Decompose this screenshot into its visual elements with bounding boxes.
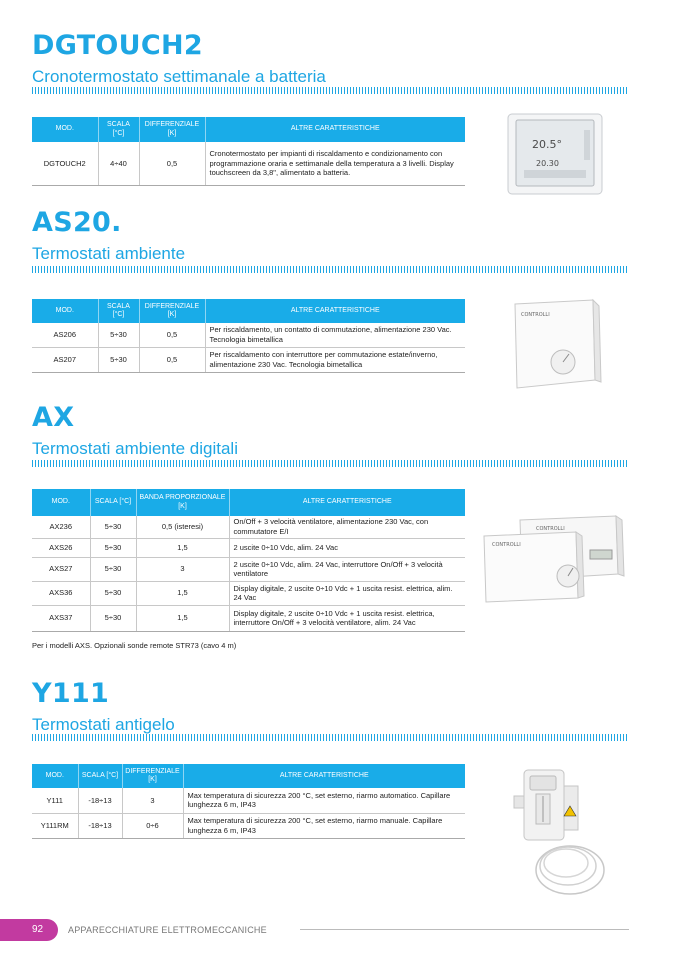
col-header-caratteristiche: ALTRE CARATTERISTICHE (229, 489, 465, 516)
cell-scala: 4÷40 (98, 142, 139, 185)
section-subtitle: Termostati ambiente (32, 244, 186, 263)
table-row (32, 538, 465, 557)
y111-product-image (508, 766, 608, 908)
display-temperature: 20.5° (532, 138, 562, 151)
cell-desc: 2 uscite 0÷10 Vdc, alim. 24 Vac (229, 538, 465, 557)
brand-logo-text-back: CONTROLLI (536, 526, 565, 532)
cell-desc: Display digitale, 2 uscite 0÷10 Vdc + 1 uscita resist. elettrica, alim. 24 Vac (229, 581, 465, 605)
page-footer (0, 915, 678, 945)
col-header-caratteristiche: ALTRE CARATTERISTICHE (205, 299, 465, 323)
cell-scala: -18÷13 (78, 788, 122, 813)
cell-diff: 3 (136, 557, 229, 581)
col-header-scala: SCALA [°C] (98, 299, 139, 323)
cell-mod: AS207 (32, 347, 98, 372)
cell-diff: 0,5 (139, 142, 205, 185)
cell-diff: 0,5 (isteresi) (136, 516, 229, 538)
cell-scala: 5÷30 (90, 605, 136, 631)
col-header-scala: SCALA [°C] (78, 764, 122, 788)
cell-scala: -18÷13 (78, 813, 122, 838)
cell-mod: AXS27 (32, 557, 90, 581)
cell-mod: Y111 (32, 788, 78, 813)
cell-scala: 5÷30 (98, 347, 139, 372)
section-title: Y111 (32, 678, 110, 709)
section-title: AS20. (32, 207, 122, 238)
table-row (32, 142, 465, 185)
cell-diff: 3 (122, 788, 183, 813)
cell-mod: DGTOUCH2 (32, 142, 98, 185)
cell-desc: Per riscaldamento con interruttore per commutazione estate/inverno, alimentazione 230 Vac. Tecnologia bimetallica (205, 347, 465, 372)
section-subtitle: Termostati ambiente digitali (32, 439, 238, 458)
table-row (32, 581, 465, 605)
table-row (32, 605, 465, 631)
cell-mod: AXS26 (32, 538, 90, 557)
col-header-differenziale: DIFFERENZIALE [K] (122, 764, 183, 788)
cell-diff: 0÷6 (122, 813, 183, 838)
cell-mod: AXS36 (32, 581, 90, 605)
section-subtitle: Termostati antigelo (32, 715, 175, 734)
section-divider (32, 266, 629, 273)
col-header-mod: MOD. (32, 764, 78, 788)
cell-diff: 1,5 (136, 581, 229, 605)
cell-scala: 5÷30 (90, 516, 136, 538)
table-row (32, 323, 465, 347)
col-header-differenziale: DIFFERENZIALE [K] (139, 117, 205, 142)
spec-table-ax (32, 489, 465, 632)
col-header-scala: SCALA [°C] (98, 117, 139, 142)
section-divider (32, 460, 629, 467)
col-header-mod: MOD. (32, 489, 90, 516)
brand-logo-text-front: CONTROLLI (492, 542, 521, 548)
page-number-tab (0, 919, 58, 941)
cell-scala: 5÷30 (90, 581, 136, 605)
footer-title: APPARECCHIATURE ELETTROMECCANICHE (68, 925, 267, 935)
table-footnote: Per i modelli AXS. Opzionali sonde remote STR73 (cavo 4 m) (32, 641, 237, 650)
cell-scala: 5÷30 (98, 323, 139, 347)
footer-divider (300, 929, 629, 930)
table-row (32, 347, 465, 372)
section-y111 (32, 680, 175, 733)
section-as20 (32, 209, 185, 262)
table-row (32, 557, 465, 581)
col-header-banda: BANDA PROPORZIONALE [K] (136, 489, 229, 516)
col-header-differenziale: DIFFERENZIALE [K] (139, 299, 205, 323)
cell-diff: 0,5 (139, 347, 205, 372)
section-title: DGTOUCH2 (32, 30, 203, 61)
spec-table-dgtouch2 (32, 117, 465, 186)
cell-desc: On/Off + 3 velocità ventilatore, alimentazione 230 Vac, con commutatore E/I (229, 516, 465, 538)
section-title: AX (32, 402, 75, 433)
cell-diff: 0,5 (139, 323, 205, 347)
col-header-mod: MOD. (32, 299, 98, 323)
cell-desc: Max temperatura di sicurezza 200 °C, set esterno, riarmo automatico. Capillare lunghezza 6 m, IP43 (183, 788, 465, 813)
cell-diff: 1,5 (136, 605, 229, 631)
cell-desc: Per riscaldamento, un contatto di commutazione, alimentazione 230 Vac. Tecnologia bimetallica (205, 323, 465, 347)
cell-scala: 5÷30 (90, 557, 136, 581)
ax-product-image (478, 512, 628, 604)
cell-desc: Display digitale, 2 uscite 0÷10 Vdc + 1 uscita resist. elettrica, interruttore On/Off + 3 velocità ventilatore, alim. 24 Vac (229, 605, 465, 631)
display-time: 20.30 (536, 159, 559, 168)
table-row (32, 788, 465, 813)
col-header-caratteristiche: ALTRE CARATTERISTICHE (183, 764, 465, 788)
cell-mod: Y111RM (32, 813, 78, 838)
cell-scala: 5÷30 (90, 538, 136, 557)
cell-desc: Max temperatura di sicurezza 200 °C, set esterno, riarmo manuale. Capillare lunghezza 6 m, IP43 (183, 813, 465, 838)
section-divider (32, 87, 629, 94)
section-dgtouch2 (32, 32, 326, 85)
col-header-mod: MOD. (32, 117, 98, 142)
spec-table-y111 (32, 764, 465, 839)
table-row (32, 813, 465, 838)
cell-mod: AX236 (32, 516, 90, 538)
brand-logo-text: CONTROLLI (521, 312, 550, 318)
section-subtitle: Cronotermostato settimanale a batteria (32, 67, 326, 86)
cell-diff: 1,5 (136, 538, 229, 557)
page-number: 92 (32, 924, 44, 935)
col-header-caratteristiche: ALTRE CARATTERISTICHE (205, 117, 465, 142)
section-divider (32, 734, 629, 741)
cell-mod: AXS37 (32, 605, 90, 631)
cell-desc: Cronotermostato per impianti di riscaldamento e condizionamento con programmazione oraria e settimanale della temperatura a 3 livelli. Display touchscreen da 3,8", alimentato a batteria. (205, 142, 465, 185)
col-header-scala: SCALA [°C] (90, 489, 136, 516)
dgtouch2-product-image (500, 108, 610, 200)
as20-product-image (505, 296, 605, 392)
cell-mod: AS206 (32, 323, 98, 347)
table-row (32, 516, 465, 538)
spec-table-as20 (32, 299, 465, 373)
section-ax (32, 404, 238, 457)
cell-desc: 2 uscite 0÷10 Vdc, alim. 24 Vac, interruttore On/Off + 3 velocità ventilatore (229, 557, 465, 581)
